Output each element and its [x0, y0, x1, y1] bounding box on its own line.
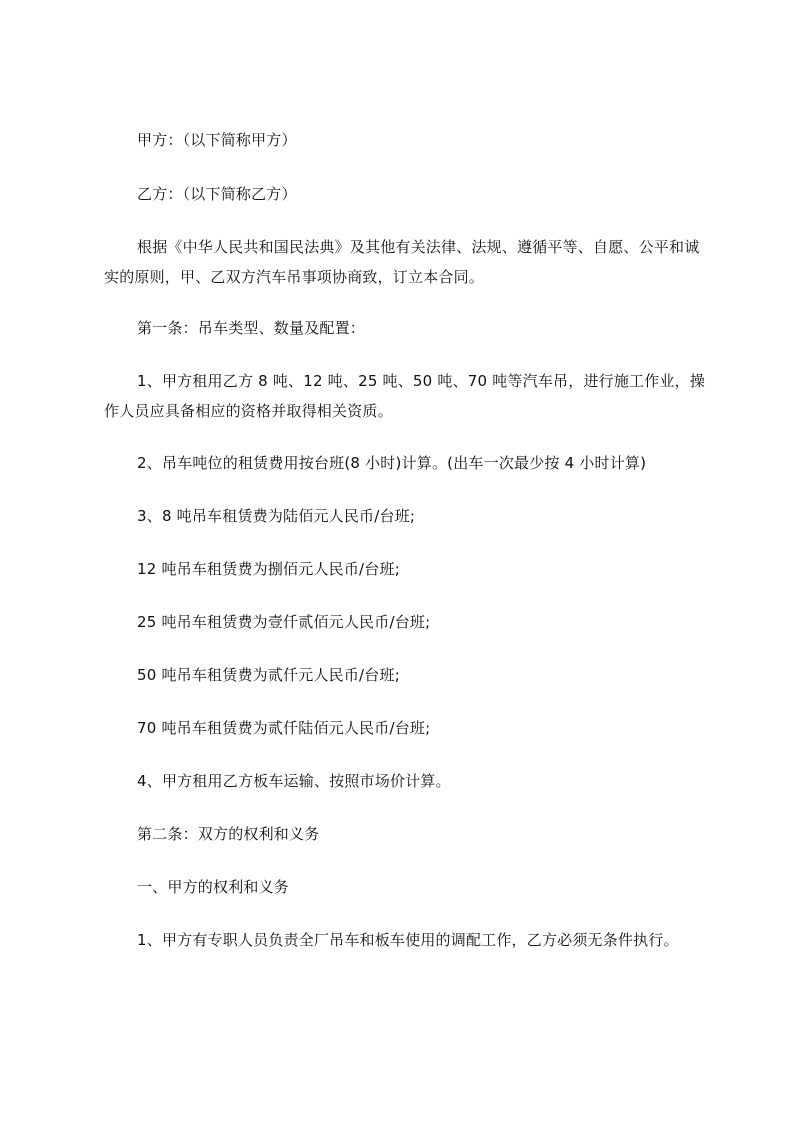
- party-b-line: 乙方：（以下简称乙方）: [137, 185, 297, 203]
- article-2-title: 第二条：双方的权利和义务: [137, 825, 320, 843]
- rate-12-ton: 12 吨吊车租赁费为捌佰元人民币/台班;: [137, 560, 400, 578]
- article-1-title: 第一条：吊车类型、数量及配置：: [137, 319, 366, 337]
- section-a-item-1: 1、甲方有专职人员负责全厂吊车和板车使用的调配工作，乙方必须无条件执行。: [137, 931, 679, 949]
- rate-25-ton: 25 吨吊车租赁费为壹仟贰佰元人民币/台班;: [137, 613, 431, 631]
- section-a-title: 一、甲方的权利和义务: [137, 878, 290, 896]
- article-1-item-3: 3、8 吨吊车租赁费为陆佰元人民币/台班;: [137, 507, 416, 525]
- article-1-item-4: 4、甲方租用乙方板车运输、按照市场价计算。: [137, 772, 451, 790]
- preamble-paragraph: 根据《中华人民共和国民法典》及其他有关法律、法规、遵循平等、自愿、公平和诚实的原则，甲、乙双方汽车吊事项协商致，订立本合同。: [104, 238, 700, 286]
- rate-50-ton: 50 吨吊车租赁费为贰仟元人民币/台班;: [137, 666, 400, 684]
- article-1-item-1: 1、甲方租用乙方 8 吨、12 吨、25 吨、50 吨、70 吨等汽车吊，进行施工作业，操作人员应具备相应的资格并取得相关资质。: [104, 372, 706, 420]
- party-a-line: 甲方：（以下简称甲方）: [137, 131, 297, 149]
- article-1-item-2: 2、吊车吨位的租赁费用按台班(8 小时)计算。(出车一次最少按 4 小时计算): [137, 454, 647, 472]
- rate-70-ton: 70 吨吊车租赁费为贰仟陆佰元人民币/台班;: [137, 719, 431, 737]
